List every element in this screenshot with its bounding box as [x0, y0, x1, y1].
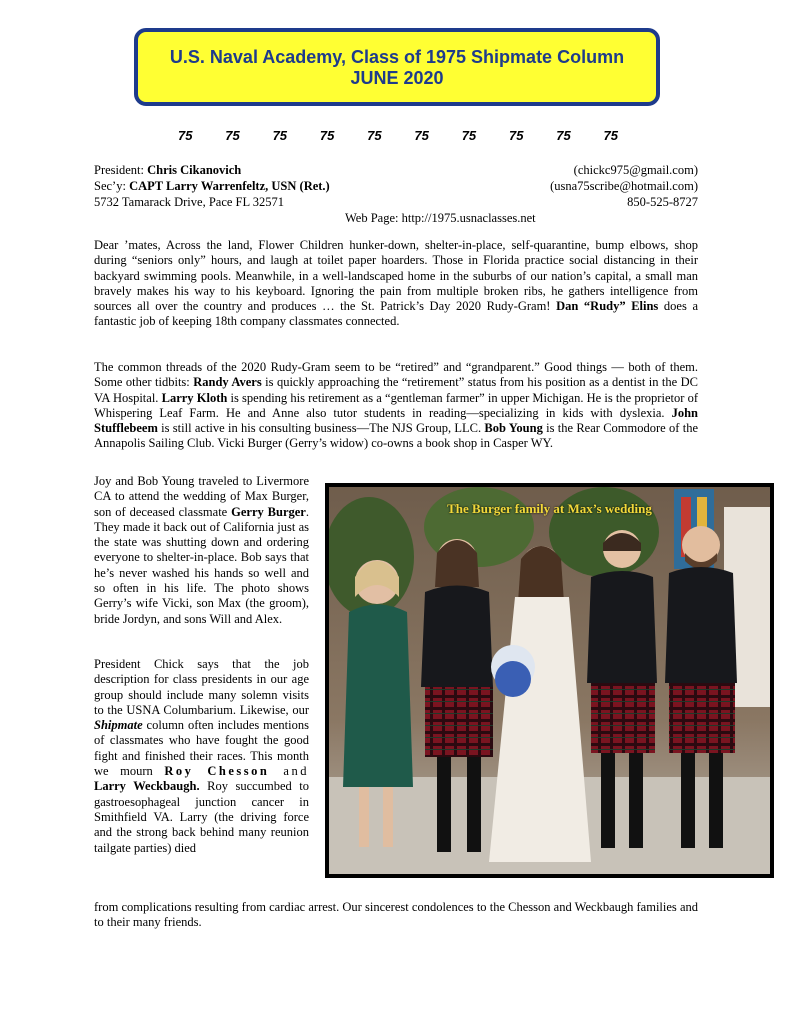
seventy-five: 75	[603, 128, 618, 143]
seventy-five: 75	[225, 128, 240, 143]
secretary-email[interactable]: (usna75scribe@hotmail.com)	[550, 179, 698, 193]
seventy-five: 75	[319, 128, 335, 143]
phone: 850-525-8727	[627, 195, 698, 209]
banner-date: JUNE 2020	[350, 68, 444, 88]
paragraph-intro: Dear ’mates, Across the land, Flower Children hunker-down, shelter-in-place, self-quarantine, bump elbows, shop during “seniors only” hours, and laugh at toilet paper hoarders. Those in Florida practice social distancing in their backyard swimming pools. Meanwhile, in a well-landscaped home in the suburbs of our nation’s capital, a small man bravely makes his way to his keyboard. Ignoring the pain from multiple broken ribs, he gathers intelligence from sources all over the country and produces … the St. Patrick’s Day 2020 Rudy-Gram! Dan “Rudy” Elins does a fantastic job of keeping 18th company classmates connected.	[94, 238, 698, 329]
president-email[interactable]: (chickc975@gmail.com)	[573, 163, 698, 177]
wedding-photo	[325, 483, 774, 878]
president-name: Chris Cikanovich	[147, 163, 242, 177]
seventy-five: 75	[508, 128, 524, 143]
seventy-five: 75	[461, 128, 477, 143]
paragraph-condolences: from complications resulting from cardiac arrest. Our sincerest condolences to the Chesson and Weckbaugh families and to their many friends.	[94, 900, 698, 930]
web-page[interactable]: Web Page: http://1975.usnaclasses.net	[345, 211, 536, 225]
paragraph-mourning: President Chick says that the job description for class presidents in our age group should include many solemn visits to the USNA Columbarium. Likewise, our Shipmate column often includes mentions of classmates who have fought the good fight and finished their races. This month we mourn Roy Chesson and Larry Weckbaugh. Roy succumbed to gastroesophageal junction cancer in Smithfield VA. Larry (the driving force and the strong back behind many reunion tailgate parties) died	[94, 657, 310, 855]
banner-title: U.S. Naval Academy, Class of 1975 Shipmate Column	[169, 47, 625, 67]
address: 5732 Tamarack Drive, Pace FL 32571	[94, 195, 285, 209]
seventy-five: 75	[414, 128, 429, 143]
seventy-five: 75	[272, 128, 288, 143]
seventy-five-row	[178, 128, 618, 143]
seventy-five: 75	[556, 128, 571, 143]
paragraph-wedding: Joy and Bob Young traveled to Livermore CA to attend the wedding of Max Burger, son of deceased classmate Gerry Burger. They made it back out of California just as the state was shutting down and ordering everyone to shelter-in-place. Bob says that he’s never washed his hands so well and so often in his life. The photo shows Gerry’s wife Vicki, son Max (the groom), bride Jordyn, and sons Will and Alex.	[94, 474, 309, 626]
paragraph-tidbits: The common threads of the 2020 Rudy-Gram seem to be “retired” and “grandparent.” Good things — both of them. Some other tidbits: Randy Avers is quickly approaching the “retirement” status from his position as a dentist in the DC VA Hospital. Larry Kloth is spending his retirement as a “gentleman farmer” in upper Michigan. He is the proprietor of Whispering Leaf Farm. He and Anne also tutor students in reading—specializing in kids with dyslexia. John Stufflebeem is still active in his consulting business—The NJS Group, LLC. Bob Young is the Rear Commodore of the Annapolis Sailing Club. Vicki Burger (Gerry’s widow) co-owns a book shop in Casper WY.	[94, 360, 698, 451]
seventy-five: 75	[178, 128, 193, 143]
seventy-five: 75	[367, 128, 382, 143]
photo-caption: The Burger family at Max’s wedding	[447, 501, 652, 516]
secretary-name: CAPT Larry Warrenfeltz, USN (Ret.)	[129, 179, 330, 193]
wedding-photo-illustration	[329, 487, 770, 874]
title-banner	[134, 28, 660, 106]
